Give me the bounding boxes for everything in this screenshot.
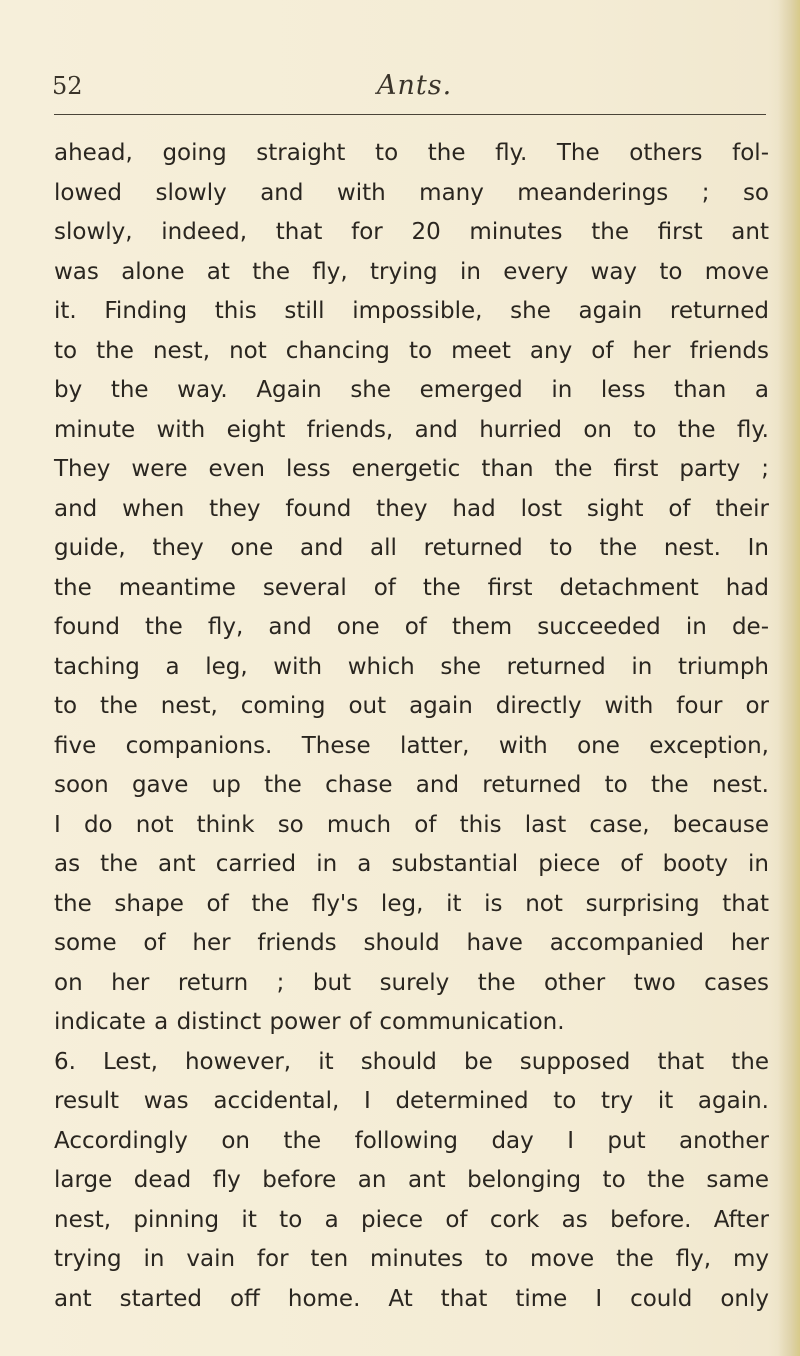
text-line: slowly, indeed, that for 20 minutes the first ant: [54, 219, 769, 245]
text-line: trying in vain for ten minutes to move the fly, my: [54, 1246, 769, 1272]
text-line: the shape of the fly's leg, it is not surprising that: [54, 890, 769, 917]
text-line: Accordingly on the following day I put another: [54, 1127, 769, 1154]
header-rule: [54, 114, 766, 115]
text-line: They were even less energetic than the first party ;: [54, 456, 769, 482]
text-line: it. Finding this still impossible, she again returned: [54, 298, 769, 324]
page-number: 52: [52, 72, 83, 100]
page-edge-shadow: [778, 0, 800, 1356]
text-line: lowed slowly and with many meanderings ; so: [54, 179, 769, 206]
text-line: found the fly, and one of them succeeded in de-: [54, 614, 769, 640]
text-line: minute with eight friends, and hurried on to the fly.: [54, 416, 769, 443]
text-line: and when they found they had lost sight of their: [54, 495, 769, 522]
text-line: soon gave up the chase and returned to the nest.: [54, 772, 769, 798]
text-line: on her return ; but surely the other two cases: [54, 969, 769, 996]
page-header: [52, 72, 772, 112]
text-line: guide, they one and all returned to the nest. In: [54, 535, 769, 561]
text-line: taching a leg, with which she returned in triumph: [54, 653, 769, 680]
text-line: ant started off home. At that time I could only: [54, 1285, 769, 1312]
text-line: ahead, going straight to the fly. The others fol-: [54, 140, 769, 166]
text-line: 6. Lest, however, it should be supposed that the: [54, 1048, 769, 1075]
body-text: [54, 134, 769, 1319]
text-line: nest, pinning it to a piece of cork as before. After: [54, 1206, 769, 1233]
text-line: five companions. These latter, with one exception,: [54, 732, 769, 759]
text-line: the meantime several of the first detachment had: [54, 574, 769, 601]
text-line: some of her friends should have accompanied her: [54, 930, 769, 956]
text-line: was alone at the fly, trying in every way to move: [54, 258, 769, 285]
text-line: result was accidental, I determined to try it again.: [54, 1088, 769, 1114]
text-line: as the ant carried in a substantial piece of booty in: [54, 851, 769, 877]
text-line: to the nest, coming out again directly with four or: [54, 693, 769, 719]
text-line: by the way. Again she emerged in less than a: [54, 377, 769, 403]
text-line: large dead fly before an ant belonging to the same: [54, 1167, 769, 1193]
text-line: I do not think so much of this last case, because: [54, 811, 769, 838]
text-line: indicate a distinct power of communication.: [54, 1009, 565, 1035]
running-title: Ants.: [377, 70, 453, 101]
text-line: to the nest, not chancing to meet any of her friends: [54, 337, 769, 364]
